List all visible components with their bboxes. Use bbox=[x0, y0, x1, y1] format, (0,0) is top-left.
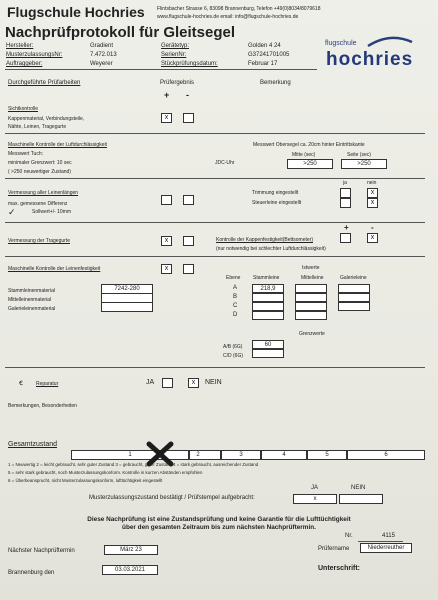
scale-cell-2-label: 2 bbox=[196, 452, 200, 458]
stamm-a-value[interactable]: 218,9 bbox=[252, 284, 284, 293]
stamm-mat-value[interactable]: 7242-280 bbox=[101, 284, 153, 294]
scale-cell-2[interactable] bbox=[189, 450, 221, 460]
stamm-d-value[interactable] bbox=[252, 311, 284, 320]
sicht-items2: Nähte, Leinen, Tragegurte bbox=[8, 124, 67, 130]
grenz-ab-label: A/B (6G) bbox=[223, 344, 243, 350]
trimmung-ja-checkbox[interactable] bbox=[340, 188, 351, 198]
bestaetigt-ja-label: JA bbox=[311, 485, 319, 491]
unterschrift-label: Unterschrift: bbox=[318, 565, 361, 572]
luft-jdc: JDC-Uhr bbox=[215, 160, 235, 166]
tragegurte-title: Vermessung der Tragegurte bbox=[8, 238, 70, 244]
stamm-mat-label: Stammleinenmaterial bbox=[8, 288, 55, 294]
seriennr-label: SerienNr: bbox=[161, 52, 187, 58]
pen-mark-icon: ✓ bbox=[8, 207, 16, 217]
company-address: Flintsbacher Strasse 6, 83098 Brannenburg, Telefon +49(0)8034/8079618 bbox=[157, 6, 321, 12]
row-label-a: A bbox=[233, 285, 238, 291]
kappe-plus-label: + bbox=[344, 223, 349, 232]
page-title: Nachprüfprotokoll für Gleitsegel bbox=[5, 24, 236, 41]
bestaetigt-ja-checkbox[interactable]: x bbox=[293, 494, 337, 504]
steuer-nein-checkbox[interactable]: x bbox=[367, 198, 378, 208]
auftraggeber-label: Auftraggeber: bbox=[6, 61, 43, 67]
tragegurte-plus-checkbox[interactable]: x bbox=[161, 236, 172, 246]
row-label-b: B bbox=[233, 294, 238, 300]
scale-cell-3[interactable]: 3 bbox=[221, 450, 261, 460]
scale-cell-6[interactable]: 6 bbox=[347, 450, 425, 460]
datum-value[interactable]: 03.03.2021 bbox=[102, 565, 158, 575]
leinen-plus-checkbox[interactable] bbox=[161, 195, 172, 205]
bestaetigt-nein-checkbox[interactable] bbox=[339, 494, 383, 504]
leinen-ja-label: ja bbox=[343, 180, 347, 186]
galerie-c-value[interactable] bbox=[338, 302, 370, 311]
reparatur-ja-label: JA bbox=[146, 379, 155, 386]
galerie-mat-label: Galerieleinenmaterial bbox=[8, 306, 56, 312]
mittel-d-value[interactable] bbox=[295, 311, 327, 320]
grenz-cd-label: C/D (6G) bbox=[223, 353, 243, 359]
logo-small-text: flugschule bbox=[325, 40, 357, 47]
leinen-diff: max. gemessene Differenz bbox=[8, 201, 68, 207]
pruefername-value[interactable]: Niederreuther bbox=[360, 543, 412, 553]
galerie-mat-value[interactable] bbox=[101, 302, 153, 312]
mittel-b-value[interactable] bbox=[295, 293, 327, 302]
grenzwerte-label: Grenzwerte bbox=[299, 331, 325, 337]
luft-grenzwert: minimaler Grenzwert: 10 sec bbox=[8, 160, 72, 166]
scale-cell-4[interactable]: 4 bbox=[261, 450, 307, 460]
hersteller-value: Gradient bbox=[90, 43, 114, 49]
grenz-cd-value[interactable] bbox=[252, 349, 284, 358]
festigkeit-galerie-col: Galerieleine bbox=[340, 275, 367, 281]
luft-mitte-label: Mitte (sec) bbox=[292, 152, 316, 158]
sicht-plus-checkbox[interactable]: x bbox=[161, 113, 172, 123]
bestaetigt-nein-label: NEIN bbox=[351, 485, 366, 491]
festigkeit-ebene: Ebene bbox=[226, 275, 241, 281]
luft-mitte-value[interactable]: >250 bbox=[287, 159, 333, 169]
leinen-soll: Sollwert+/- 10mm bbox=[32, 209, 72, 215]
divider bbox=[5, 133, 425, 134]
nr-underline bbox=[358, 541, 403, 542]
leinen-minus-checkbox[interactable] bbox=[183, 195, 194, 205]
kappe-minus-label: - bbox=[371, 223, 374, 232]
scale-cell-1[interactable]: 1 bbox=[71, 450, 189, 460]
galerie-a-value[interactable] bbox=[338, 284, 370, 293]
col-pruefergebnis: Prüfergebnis bbox=[160, 80, 195, 86]
gesamt-legend-2: 5 = sehr stark gebraucht, noch Musterzulassungskonform. Kontrolle in kurzen Abständen empfohlen bbox=[8, 470, 203, 475]
luft-seite-value[interactable]: >250 bbox=[341, 159, 387, 169]
seriennr-value: G37241701005 bbox=[248, 52, 290, 58]
naechster-value[interactable]: März 23 bbox=[104, 545, 158, 555]
gesamt-legend-1: 1 = Neuwertig 2 = leicht gebraucht, sehr guter Zustand 3 = gebraucht, guter Zustand 4 = stark gebraucht, ausreichender Zustand bbox=[8, 462, 259, 467]
info-divider bbox=[5, 69, 317, 70]
leinen-steuer: Steuerleine eingestellt bbox=[252, 200, 302, 206]
gesamt-title: Gesamtzustand bbox=[8, 441, 58, 448]
row-label-c: C bbox=[233, 303, 238, 309]
col-minus: - bbox=[186, 90, 189, 100]
galerie-b-value[interactable] bbox=[338, 293, 370, 302]
musterzulassung-value: 7.472.013 bbox=[90, 52, 117, 58]
company-web: www.flugschule-hochries.de email: info@flugschule-hochries.de bbox=[157, 14, 299, 20]
festigkeit-mittel-col: Mittelleine bbox=[301, 275, 324, 281]
divider bbox=[5, 222, 425, 223]
sicht-title: Sichtkontrolle bbox=[8, 106, 39, 112]
col-plus: + bbox=[164, 90, 170, 100]
musterzulassung-label: MusterzulassungsNr: bbox=[6, 52, 63, 58]
logo-big-text: hochries bbox=[326, 49, 414, 70]
festigkeit-istwerte: Istwerte bbox=[302, 265, 320, 271]
ort-label: Brannenburg den bbox=[8, 570, 55, 576]
reparatur-ja-checkbox[interactable] bbox=[162, 378, 173, 388]
nr-value: 4115 bbox=[382, 533, 395, 539]
divider bbox=[5, 256, 425, 257]
leinen-trimmung: Trimmung eingestellt bbox=[252, 190, 299, 196]
leinen-nein-label: nein bbox=[367, 180, 377, 186]
kappe-note: (nur notwendig bei schlechter Luftdurchlässigkeit) bbox=[216, 246, 326, 252]
bestaetigt-label: Musterzulassungszustand bestätigt / Prüfstempel aufgebracht: bbox=[89, 495, 255, 501]
luft-messwert: Messwert Tuch: bbox=[8, 151, 44, 157]
festigkeit-title: Maschinelle Kontrolle der Leinenfestigkeit bbox=[8, 266, 101, 272]
luft-neu: ( >250 neuwertiger Zustand) bbox=[8, 169, 71, 175]
divider bbox=[5, 367, 425, 368]
reparatur-nein-label: NEIN bbox=[205, 379, 222, 386]
luft-title: Maschinelle Kontrolle der Luftdurchlässigkeit bbox=[8, 142, 107, 148]
hersteller-label: Hersteller: bbox=[6, 43, 34, 49]
pruefername-label: Prüfername bbox=[318, 546, 350, 552]
kappe-title: Kontrolle der Kappenfestigkeit(Bettsometer) bbox=[216, 237, 313, 243]
row-label-d: D bbox=[233, 312, 238, 318]
bemerkungen-label: Bemerkungen, Besonderheiten bbox=[8, 403, 77, 409]
nr-label: Nr. bbox=[345, 533, 353, 539]
disclaimer-line-2: über den gesamten Zeitraum bis zum nächsten Nachprüftermin. bbox=[122, 524, 316, 531]
geraetetyp-value: Golden 4 24 bbox=[248, 43, 281, 49]
col-pruefarbeiten: Durchgeführte Prüfarbeiten bbox=[8, 80, 81, 86]
trimmung-nein-checkbox[interactable]: x bbox=[367, 188, 378, 198]
auftraggeber-value: Weyerer bbox=[90, 61, 113, 67]
festigkeit-minus-checkbox[interactable] bbox=[183, 264, 194, 274]
festigkeit-stamm-col: Stammleine bbox=[253, 275, 280, 281]
reparatur-label: Reparatur bbox=[36, 381, 59, 387]
geraetetyp-label: Gerätetyp: bbox=[161, 43, 190, 49]
kappe-plus-checkbox[interactable] bbox=[340, 233, 351, 243]
reparatur-nein-checkbox[interactable]: x bbox=[188, 378, 199, 388]
tragegurte-minus-checkbox[interactable] bbox=[183, 236, 194, 246]
disclaimer-line-1: Diese Nachprüfung ist eine Zustandsprüfung und keine Garantie für die Lufttüchtigkeit bbox=[87, 516, 351, 523]
festigkeit-plus-checkbox[interactable]: x bbox=[161, 264, 172, 274]
stueckpruef-label: Stückprüfungsdatum: bbox=[161, 61, 218, 67]
scale-cell-5[interactable]: 5 bbox=[307, 450, 347, 460]
kappe-minus-checkbox[interactable]: x bbox=[367, 233, 378, 243]
grenz-ab-value[interactable]: 60 bbox=[252, 340, 284, 349]
mittel-mat-label: Mittelleinenmaterial bbox=[8, 297, 52, 303]
steuer-ja-checkbox[interactable] bbox=[340, 198, 351, 208]
mittel-c-value[interactable] bbox=[295, 302, 327, 311]
luft-seite-label: Seite (sec) bbox=[347, 152, 371, 158]
luft-messwert-note: Messwert Obersegel ca. 20cm hinter Eintrittskante bbox=[253, 142, 365, 148]
col-bemerkung: Bemerkung bbox=[260, 80, 291, 86]
mittel-a-value[interactable] bbox=[295, 284, 327, 293]
gesamt-legend-3: 6 = Überbeansprucht, nicht Musterzulassungskonform, lufttüchtigkeit eingestellt bbox=[8, 478, 163, 483]
sicht-items: Kappenmaterial, Verbindungsteile, bbox=[8, 116, 85, 122]
stamm-b-value[interactable] bbox=[252, 293, 284, 302]
naechster-label: Nächster Nachprüftermin bbox=[8, 548, 75, 554]
divider bbox=[5, 178, 425, 179]
stueckpruef-value: Februar 17 bbox=[248, 61, 278, 67]
paraglider-logo-icon bbox=[366, 34, 414, 48]
leinen-title: Vermessung aller Leinenlängen bbox=[8, 190, 79, 196]
sicht-minus-checkbox[interactable] bbox=[183, 113, 194, 123]
pen-mark-icon: ꞓ bbox=[19, 378, 23, 387]
stamm-c-value[interactable] bbox=[252, 302, 284, 311]
company-name: Flugschule Hochries bbox=[7, 4, 145, 20]
